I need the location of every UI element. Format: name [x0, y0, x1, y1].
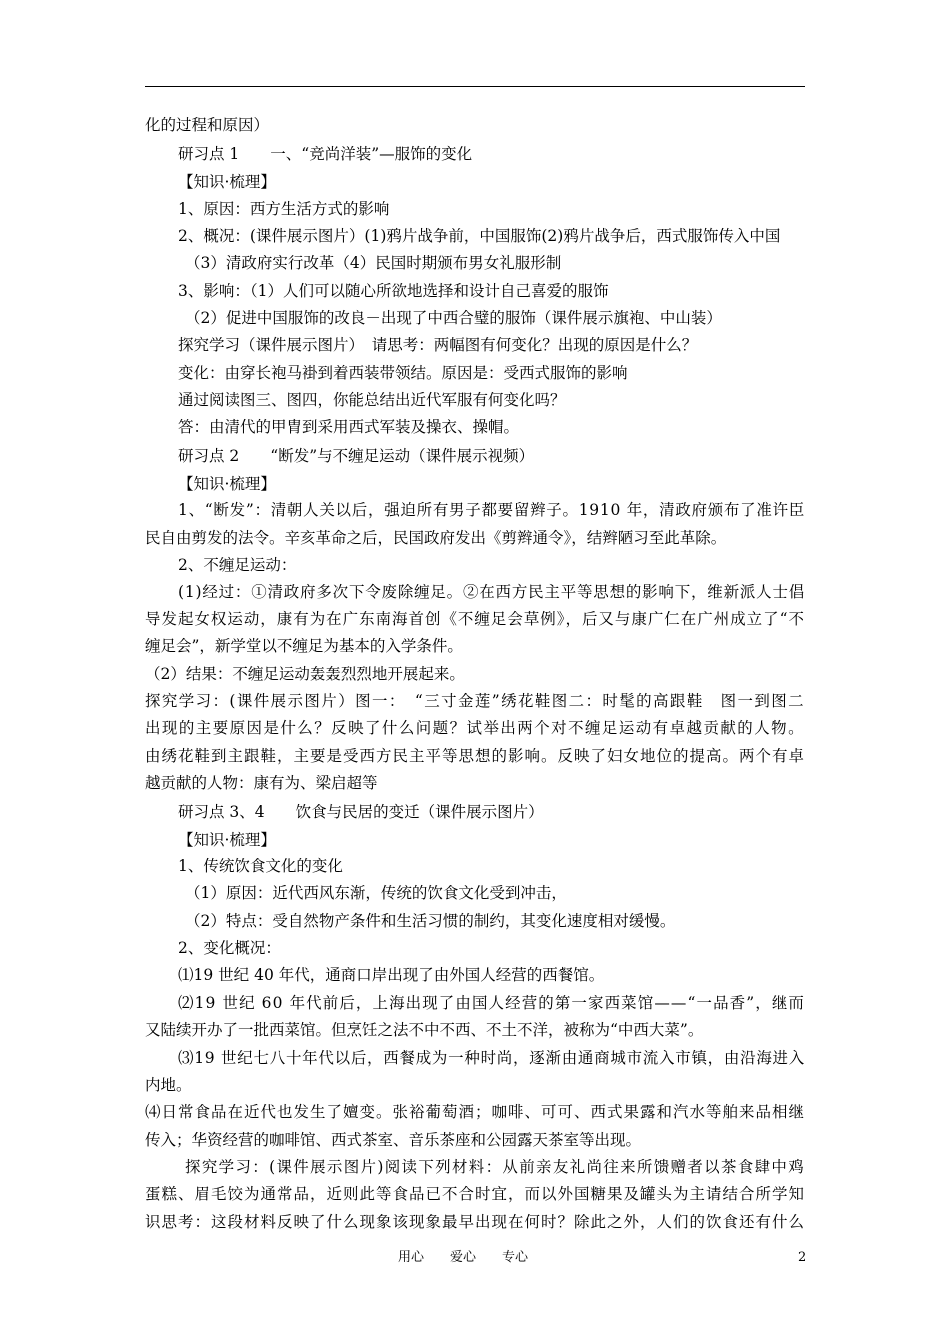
text-line: 1、“断发”：清朝人关以后，强迫所有男子都要留辫子。1910 年，清政府颁布了准许臣 — [178, 501, 806, 519]
text-line: 1、原因：西方生活方式的影响 — [178, 200, 390, 218]
text-line: 【知识·梳理】 — [178, 831, 276, 849]
text-line: (1)经过：①清政府多次下令废除缠足。②在西方民主平等思想的影响下，维新派人士倡 — [178, 583, 806, 601]
text-line: 变化：由穿长袍马褂到着西装带领结。原因是：受西式服饰的影响 — [178, 364, 628, 382]
text-line: （2）促进中国服饰的改良－出现了中西合璧的服饰（课件展示旗袍、中山装） — [185, 309, 722, 327]
text-line: 2、概况：(课件展示图片）(1)鸦片战争前，中国服饰(2)鸦片战争后，西式服饰传入中国 — [178, 227, 781, 245]
text-line: 研习点 2 “断发”与不缠足运动（课件展示视频） — [178, 447, 535, 465]
text-line: ⑷日常食品在近代也发生了嬗变。张裕葡萄酒；咖啡、可可、西式果露和汽水等舶来品相继 — [145, 1103, 806, 1121]
footer-motto: 用心 爱心 专心 — [398, 1250, 529, 1265]
text-line: （2）特点：受自然物产条件和生活习惯的制约，其变化速度相对缓慢。 — [185, 912, 676, 930]
text-line: 3、影响：（1）人们可以随心所欲地选择和设计自己喜爱的服饰 — [178, 282, 609, 300]
text-line: 【知识·梳理】 — [178, 475, 276, 493]
page-number: 2 — [798, 1250, 807, 1265]
text-line: 由绣花鞋到主跟鞋，主要是受西方民主平等思想的影响。反映了妇女地位的提高。两个有卓 — [145, 747, 806, 765]
text-line: 研习点 1 一、“竞尚洋装”—服饰的变化 — [178, 145, 473, 163]
text-line: 识思考：这段材料反映了什么现象该现象最早出现在何时？除此之外，人们的饮食还有什么 — [145, 1213, 806, 1231]
text-line: 又陆续开办了一批西菜馆。但烹饪之法不中不西、不土不洋，被称为“中西大菜”。 — [145, 1021, 704, 1039]
text-line: （2）结果：不缠足运动轰轰烈烈地开展起来。 — [145, 665, 465, 683]
text-line: 化的过程和原因） — [145, 116, 270, 134]
text-line: 研习点 3、4 饮食与民居的变迁（课件展示图片） — [178, 803, 544, 821]
text-line: 出现的主要原因是什么？反映了什么问题？试举出两个对不缠足运动有卓越贡献的人物。 — [145, 719, 805, 737]
text-line: 缠足会”，新学堂以不缠足为基本的入学条件。 — [145, 637, 463, 655]
text-line: 探究学习：(课件展示图片）图一： “三寸金莲”绣花鞋图二：时髦的高跟鞋 图一到图二 — [145, 692, 806, 710]
text-line: 内地。 — [145, 1076, 192, 1094]
text-line: ⑵19 世纪 60 年代前后，上海出现了由国人经营的第一家西菜馆——“一品香”，继而 — [178, 994, 805, 1012]
text-line: 导发起女权运动，康有为在广东南海首创《不缠足会草例》，后又与康广仁在广州成立了“不 — [145, 610, 805, 628]
text-line: 答：由清代的甲胄到采用西式军装及操衣、操帽。 — [178, 418, 520, 436]
text-line: 越贡献的人物：康有为、梁启超等 — [145, 774, 378, 792]
header-rule — [145, 86, 805, 87]
text-line: 探究学习（课件展示图片） 请思考：两幅图有何变化？出现的原因是什么？ — [178, 336, 698, 354]
text-line: ⑶19 世纪七八十年代以后，西餐成为一种时尚，逐渐由通商城市流入市镇，由沿海进入 — [178, 1049, 806, 1067]
text-line: 探究学习：(课件展示图片)阅读下列材料：从前亲友礼尚往来所馈赠者以茶食肆中鸡 — [185, 1158, 806, 1176]
text-line: 民自由剪发的法令。辛亥革命之后，民国政府发出《剪辫通令》，结辫陋习至此革除。 — [145, 529, 727, 547]
text-line: 1、传统饮食文化的变化 — [178, 857, 343, 875]
text-line: 【知识·梳理】 — [178, 173, 276, 191]
text-line: 2、不缠足运动： — [178, 556, 297, 574]
text-line: 蛋糕、眉毛饺为通常品，近则此等食品已不合时宜，而以外国糖果及罐头为主请结合所学知 — [145, 1185, 806, 1203]
text-line: （1）原因：近代西风东渐，传统的饮食文化受到冲击， — [185, 884, 567, 902]
text-line: （3）清政府实行改革（4）民国时期颁布男女礼服形制 — [185, 254, 562, 272]
text-line: ⑴19 世纪 40 年代，通商口岸出现了由外国人经营的西餐馆。 — [178, 966, 605, 984]
text-line: 通过阅读图三、图四，你能总结出近代军服有何变化吗？ — [178, 391, 566, 409]
text-line: 传入；华资经营的咖啡馆、西式茶室、音乐茶座和公园露天茶室等出现。 — [145, 1131, 642, 1149]
text-line: 2、变化概况： — [178, 939, 281, 957]
